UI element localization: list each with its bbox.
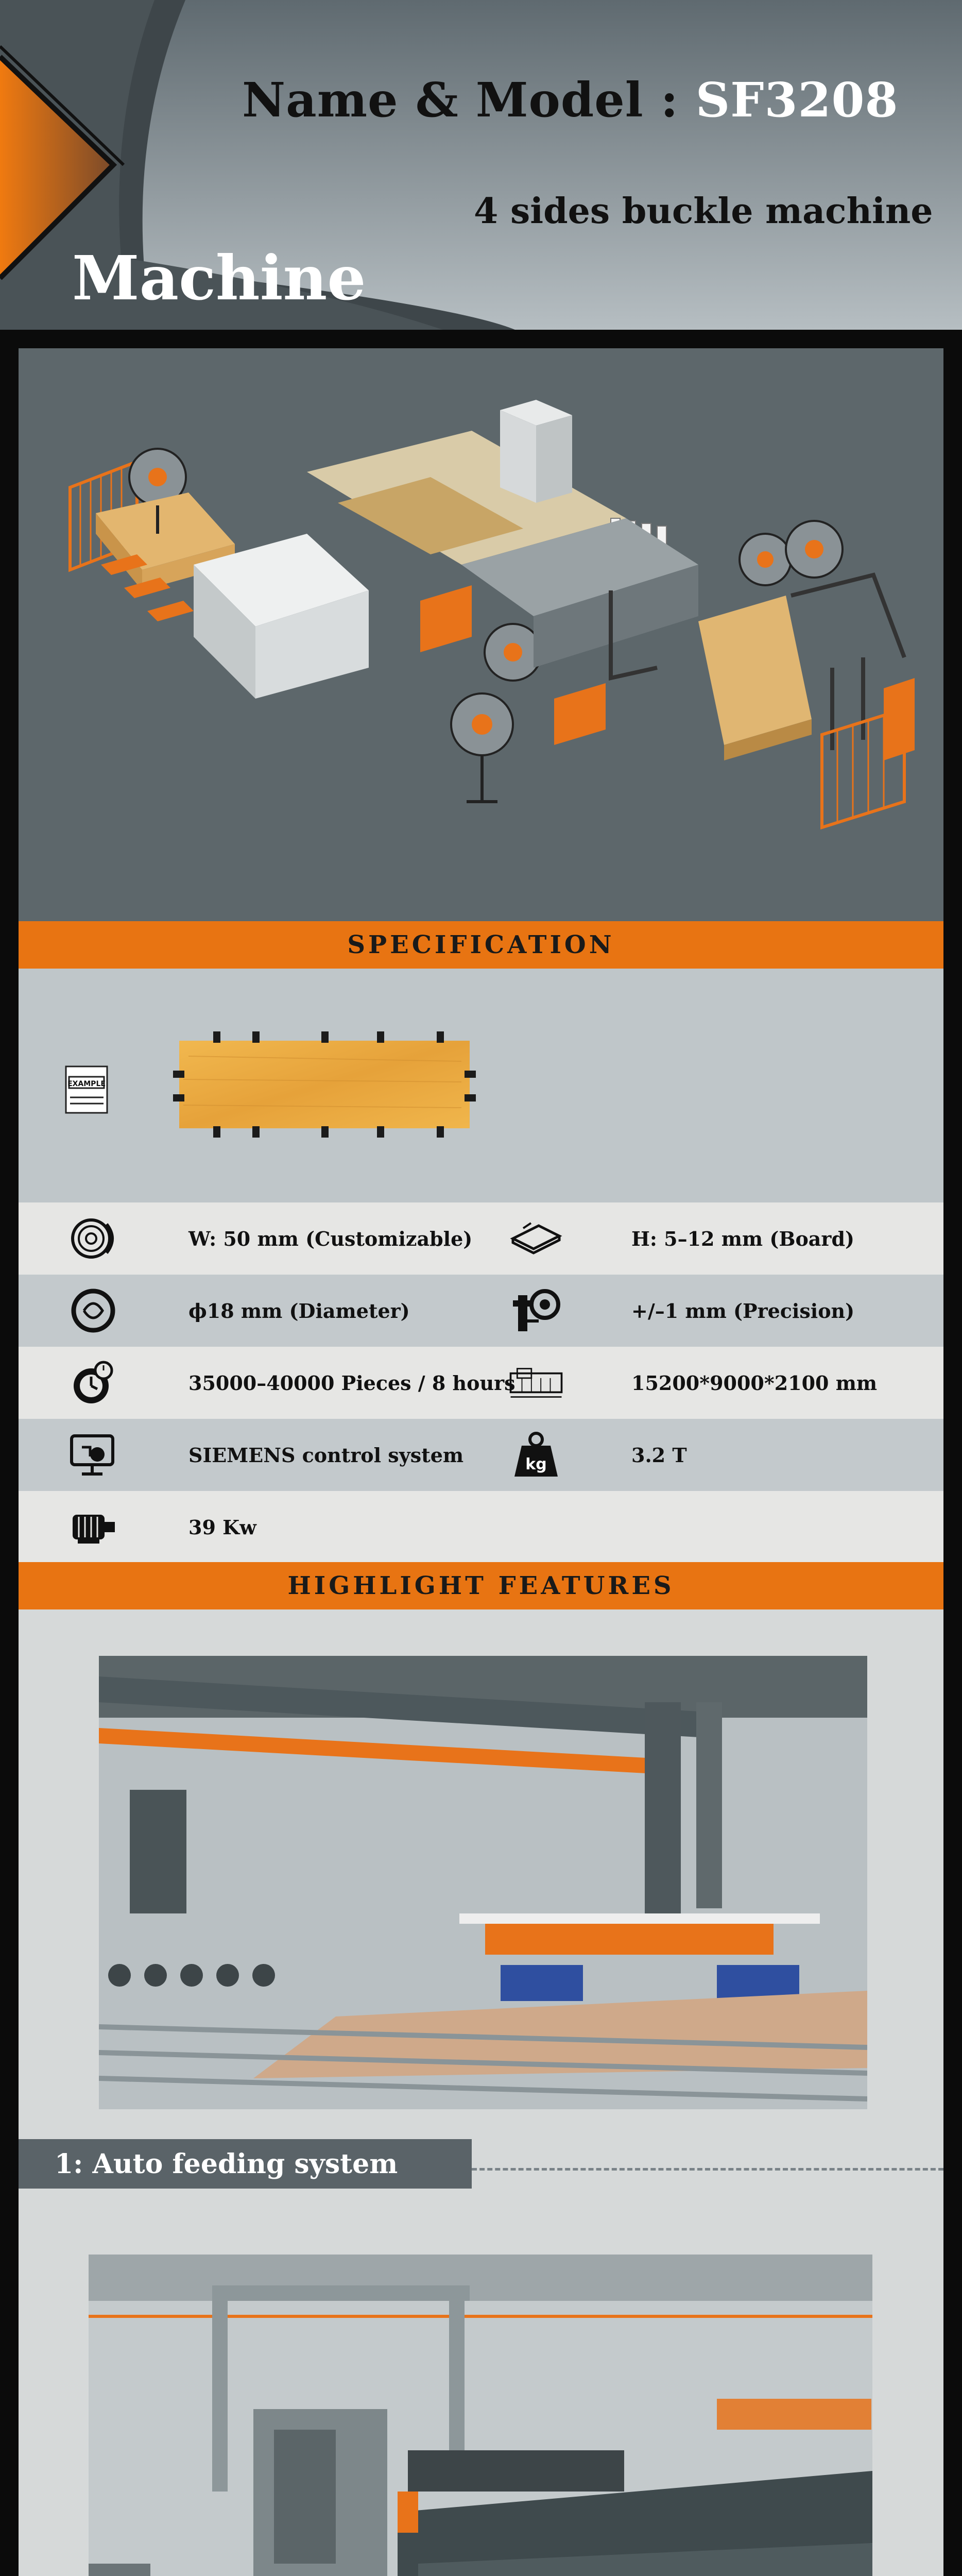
double-sides-buckle-photo xyxy=(89,2255,872,2576)
example-board-area xyxy=(19,969,943,1202)
example-icon-label: EXAMPLE xyxy=(67,1080,106,1088)
hero-machine-image xyxy=(19,348,943,921)
highlight-features-title: HIGHLIGHT FEATURES xyxy=(287,1571,675,1600)
spec-row-1 xyxy=(19,1202,943,1275)
model-number: SF3208 xyxy=(695,72,899,128)
header-banner xyxy=(0,0,962,330)
content-frame xyxy=(19,348,943,2576)
example-board-diagram xyxy=(19,969,943,1202)
specification-header xyxy=(19,921,943,969)
spec-power: 39 Kw xyxy=(188,1515,256,1539)
board-height-icon xyxy=(508,1210,564,1267)
spec-height: H: 5–12 mm (Board) xyxy=(631,1227,854,1250)
highlight-features-header xyxy=(19,1562,943,1609)
weight-icon xyxy=(508,1427,564,1483)
spec-output: 35000–40000 Pieces / 8 hours xyxy=(188,1371,516,1395)
speed-timer-icon xyxy=(65,1354,122,1411)
dashed-divider xyxy=(472,2168,943,2171)
features-area xyxy=(19,1609,943,2576)
title-prefix: Name & Model : xyxy=(242,72,696,128)
control-system-icon xyxy=(65,1427,122,1483)
spec-weight: 3.2 T xyxy=(631,1443,687,1467)
spec-dimensions: 15200*9000*2100 mm xyxy=(631,1371,878,1395)
diameter-icon xyxy=(65,1282,122,1339)
spec-row-3 xyxy=(19,1347,943,1419)
width-icon xyxy=(65,1210,122,1267)
page-title xyxy=(242,72,899,128)
spec-row-2 xyxy=(19,1275,943,1347)
feature-caption-1-text: 1: Auto feeding system xyxy=(55,2148,398,2180)
machine-subtitle: 4 sides buckle machine xyxy=(474,191,933,232)
spec-width: W: 50 mm (Customizable) xyxy=(188,1227,473,1250)
weight-unit-label: kg xyxy=(525,1455,547,1473)
spec-row-4 xyxy=(19,1419,943,1491)
specification-title: SPECIFICATION xyxy=(347,930,615,959)
auto-feeding-photo xyxy=(99,1656,867,2109)
motor-icon xyxy=(65,1499,122,1555)
caliper-icon xyxy=(508,1282,564,1339)
spec-control-system: SIEMENS control system xyxy=(188,1443,464,1467)
machine-line-illustration xyxy=(19,348,943,921)
machine-size-icon xyxy=(508,1354,564,1411)
spec-precision: +/–1 mm (Precision) xyxy=(631,1299,855,1323)
machine-label: Machine xyxy=(72,242,366,314)
example-icon xyxy=(66,1066,107,1113)
feature-caption-1 xyxy=(19,2139,472,2189)
spec-diameter: ϕ18 mm (Diameter) xyxy=(188,1299,410,1323)
spec-row-5 xyxy=(19,1491,943,1562)
